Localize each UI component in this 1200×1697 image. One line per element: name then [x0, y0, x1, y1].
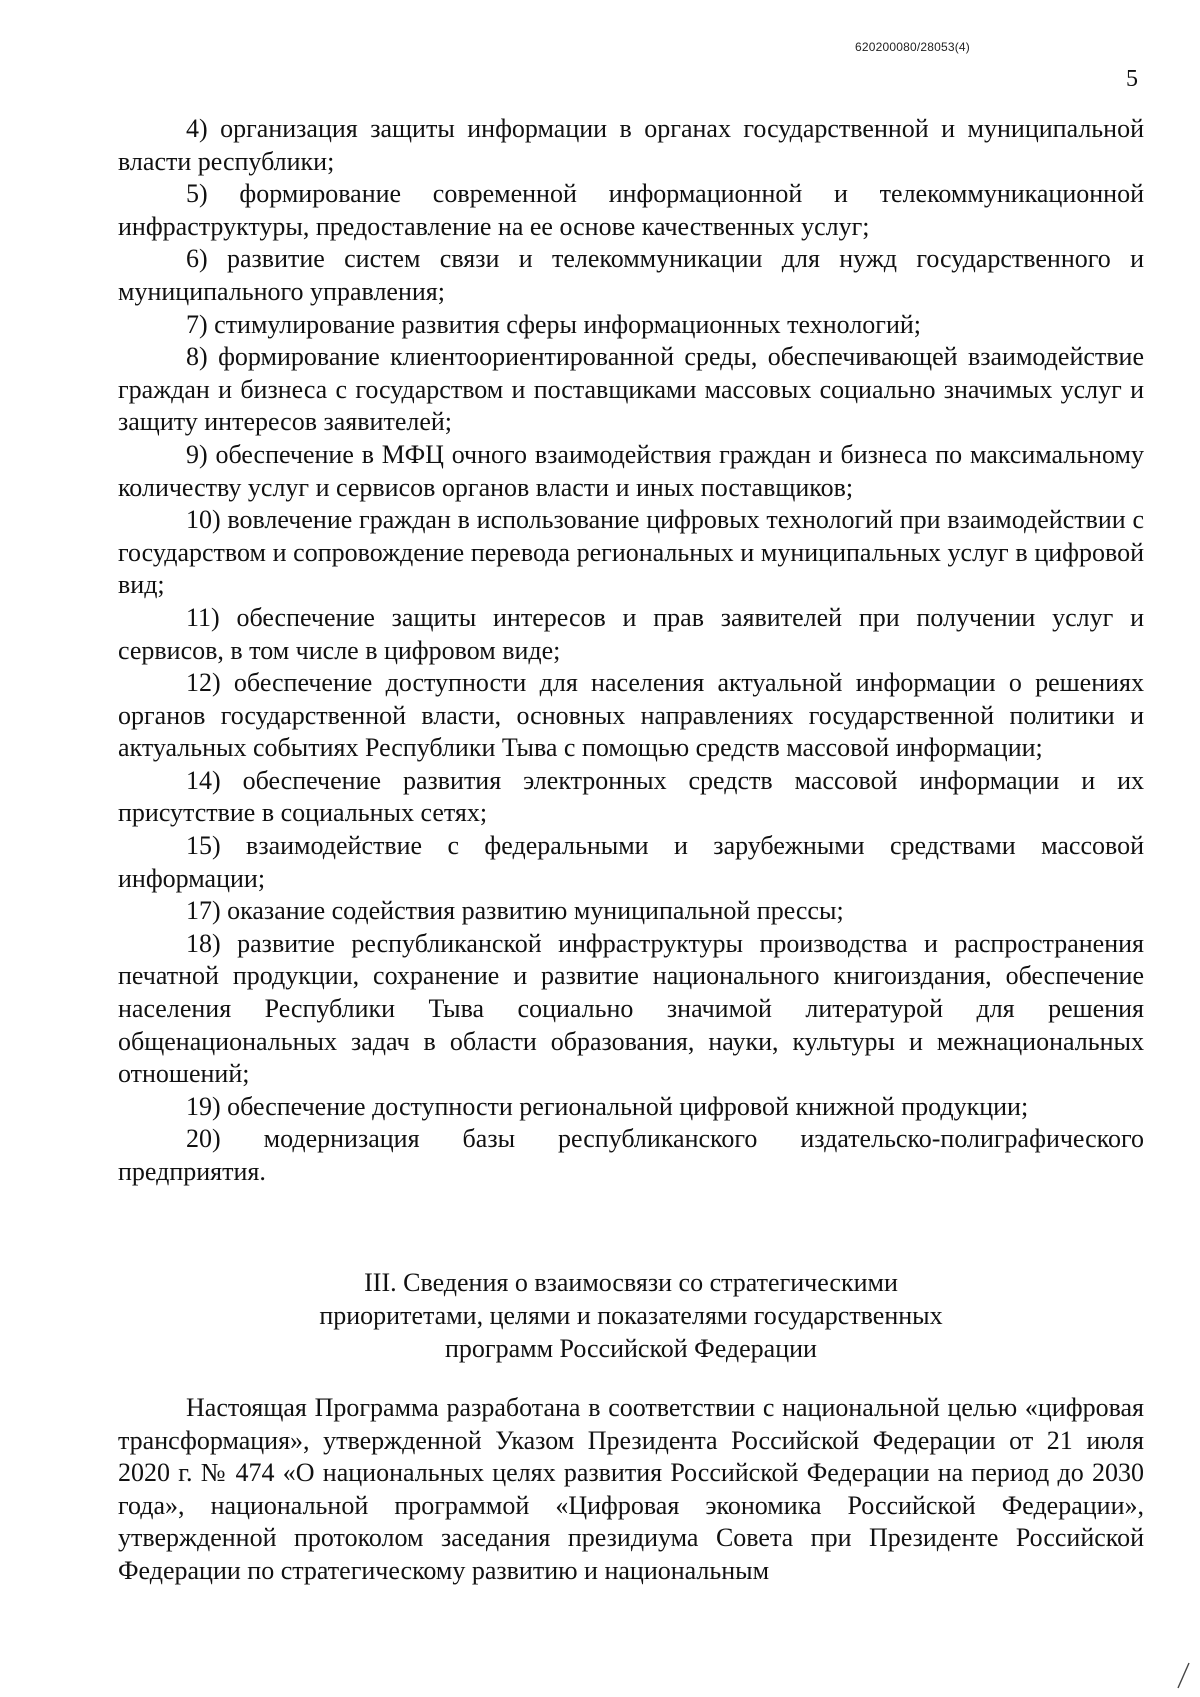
list-item: 20) модернизация базы республиканского издательско-полиграфического предприятия.	[118, 1124, 1144, 1186]
pen-stroke-mark	[1172, 1661, 1192, 1691]
list-item: 6) развитие систем связи и телекоммуникации для нужд государственного и муниципального управления;	[118, 244, 1144, 306]
list-item: 8) формирование клиентоориентированной среды, обеспечивающей взаимодействие граждан и бизнеса с государством и поставщиками массовых социально значимых услуг и защиту интересов заявителей;	[118, 342, 1144, 437]
list-item: 10) вовлечение граждан в использование цифровых технологий при взаимодействии с государством и сопровождение перевода региональных и муниципальных услуг в цифровой вид;	[118, 505, 1144, 600]
list-item: 9) обеспечение в МФЦ очного взаимодействия граждан и бизнеса по максимальному количеству услуг и сервисов органов власти и иных поставщиков;	[118, 439, 1144, 502]
list-of-tasks	[118, 113, 1144, 1189]
section-heading-line: III. Сведения о взаимосвязи со стратегическими	[364, 1268, 898, 1297]
list-item: 11) обеспечение защиты интересов и прав заявителей при получении услуг и сервисов, в том числе в цифровом виде;	[118, 602, 1144, 665]
list-item: 15) взаимодействие с федеральными и зарубежными средствами массовой информации;	[118, 831, 1144, 893]
section-heading-line: программ Российской Федерации	[445, 1334, 817, 1363]
document-code: 620200080/28053(4)	[854, 40, 970, 54]
list-item: 7) стимулирование развития сферы информационных технологий;	[186, 309, 922, 339]
section-intro-paragraph: Настоящая Программа разработана в соответствии с национальной целью «цифровая трансформация», утвержденной Указом Президента Российской Федерации от 21 июля 2020 г. № 474 «О национальных целях развития Российской Федерации на период до 2030 года», национальной программой «Цифровая экономика Российской Федерации», утвержденной протоколом заседания президиума Совета при Президенте Российской Федерации по стратегическому развитию и национальным	[118, 1393, 1144, 1585]
list-item: 19) обеспечение доступности региональной цифровой книжной продукции;	[186, 1091, 1029, 1121]
section-heading	[118, 1266, 1144, 1365]
list-item: 12) обеспечение доступности для населения актуальной информации о решениях органов государственной власти, основных направлениях государственной политики и актуальных событиях Республики Тыва с помощью средств массовой информации;	[118, 668, 1144, 763]
list-item: 5) формирование современной информационной и телекоммуникационной инфраструктуры, предоставление на ее основе качественных услуг;	[118, 179, 1144, 241]
section-heading-line: приоритетами, целями и показателями государственных	[319, 1301, 943, 1330]
list-item: 4) организация защиты информации в органах государственной и муниципальной власти республики;	[118, 114, 1144, 176]
page-number: 5	[1126, 66, 1138, 92]
list-item: 18) развитие республиканской инфраструктуры производства и распространения печатной продукции, сохранение и развитие национального книгоиздания, обеспечение населения Республики Тыва социально значимой литературой для решения общенациональных задач в области образования, науки, культуры и межнациональных отношений;	[118, 928, 1144, 1089]
list-item: 17) оказание содействия развитию муниципальной прессы;	[186, 896, 844, 926]
list-item: 14) обеспечение развития электронных средств массовой информации и их присутствие в социальных сетях;	[118, 765, 1144, 828]
